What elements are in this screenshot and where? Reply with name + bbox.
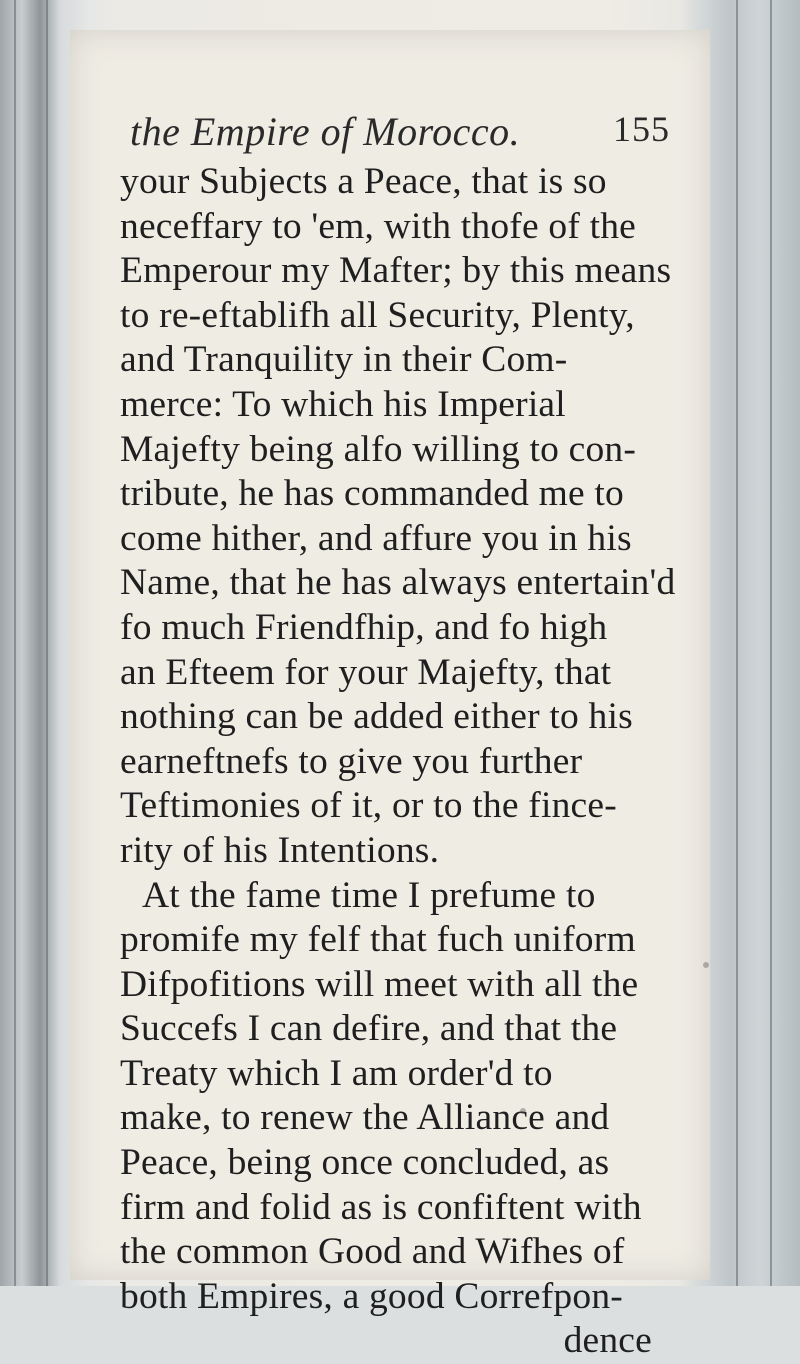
text-line: tribute, he has commanded me to bbox=[120, 473, 624, 515]
text-line: your Subjects a Peace, that is so bbox=[120, 161, 607, 202]
text-line: make, to renew the Alliance and bbox=[120, 1097, 610, 1139]
text-line: Teftimonies of it, or to the fince- bbox=[120, 785, 617, 827]
text-line: Peace, being once concluded, as bbox=[120, 1142, 610, 1184]
right-gutter-edge-outer bbox=[770, 0, 772, 1286]
right-gutter-edge bbox=[736, 0, 738, 1286]
page-number: 155 bbox=[613, 109, 670, 149]
text-line: fo much Friendfhip, and fo high bbox=[120, 606, 608, 648]
text-line: neceffary to 'em, with thofe of the bbox=[120, 205, 636, 247]
text-line: merce: To which his Imperial bbox=[120, 383, 566, 425]
catchword: dence bbox=[563, 1320, 652, 1362]
running-title: the Empire of Morocco. bbox=[130, 109, 521, 154]
text-line: firm and folid as is confiftent with bbox=[120, 1186, 642, 1228]
text-line: Succefs I can defire, and that the bbox=[120, 1008, 618, 1050]
ink-speck bbox=[703, 962, 709, 968]
text-line: both Empires, a good Correfpon- bbox=[120, 1275, 623, 1317]
ink-speck bbox=[520, 1108, 526, 1114]
text-line: Majefty being alfo willing to con- bbox=[120, 428, 637, 470]
text-line: Emperour my Mafter; by this means bbox=[120, 250, 672, 292]
text-line: rity of his Intentions. bbox=[120, 829, 440, 871]
page-header bbox=[110, 108, 670, 158]
text-line: the common Good and Wifhes of bbox=[120, 1231, 625, 1273]
left-gutter-edge-inner bbox=[46, 0, 48, 1286]
text-line: promife my felf that fuch uniform bbox=[120, 919, 636, 961]
text-line: and Tranquility in their Com- bbox=[120, 339, 568, 381]
text-line: nothing can be added either to his bbox=[120, 696, 633, 738]
page-body bbox=[120, 160, 676, 1364]
paragraph-start-line: At the fame time I prefume to bbox=[142, 874, 596, 916]
text-line: earneftnefs to give you further bbox=[120, 740, 583, 782]
text-line: Difpofitions will meet with all the bbox=[120, 963, 639, 1005]
text-line: Treaty which I am order'd to bbox=[120, 1052, 553, 1094]
text-line: Name, that he has always entertain'd bbox=[120, 562, 676, 604]
text-line: an Efteem for your Majefty, that bbox=[120, 651, 612, 693]
left-gutter-edge bbox=[14, 0, 16, 1286]
text-line: to re-eftablifh all Security, Plenty, bbox=[120, 294, 635, 336]
text-line: come hither, and affure you in his bbox=[120, 517, 632, 559]
